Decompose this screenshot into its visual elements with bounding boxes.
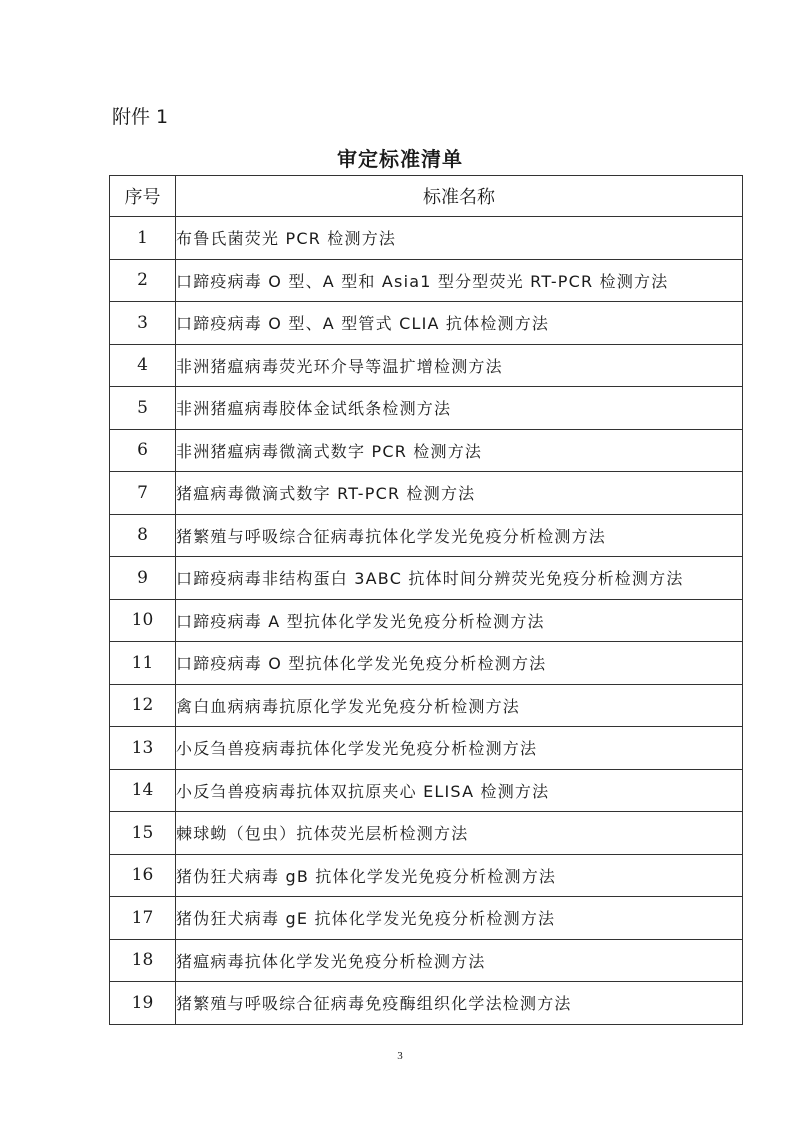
table-row (110, 854, 743, 897)
table-row (110, 302, 743, 345)
table-row (110, 217, 743, 260)
standard-name: 非洲猪瘟病毒胶体金试纸条检测方法 (176, 387, 743, 430)
row-number: 5 (110, 387, 176, 430)
table-row (110, 259, 743, 302)
table-row (110, 514, 743, 557)
row-number: 18 (110, 939, 176, 982)
table-row (110, 387, 743, 430)
row-number: 3 (110, 302, 176, 345)
row-number: 12 (110, 684, 176, 727)
row-number: 17 (110, 897, 176, 940)
table-row (110, 939, 743, 982)
row-number: 6 (110, 429, 176, 472)
table-row (110, 897, 743, 940)
row-number: 16 (110, 854, 176, 897)
row-number: 2 (110, 259, 176, 302)
table-row (110, 472, 743, 515)
standard-name: 口蹄疫病毒非结构蛋白 3ABC 抗体时间分辨荧光免疫分析检测方法 (176, 557, 743, 600)
row-number: 4 (110, 344, 176, 387)
column-header-name: 标准名称 (176, 176, 743, 217)
row-number: 7 (110, 472, 176, 515)
row-number: 8 (110, 514, 176, 557)
table-row (110, 727, 743, 770)
standard-name: 口蹄疫病毒 A 型抗体化学发光免疫分析检测方法 (176, 599, 743, 642)
table-header-row (110, 176, 743, 217)
standard-name: 非洲猪瘟病毒微滴式数字 PCR 检测方法 (176, 429, 743, 472)
attachment-label: 附件 1 (112, 106, 169, 128)
column-header-number: 序号 (110, 176, 176, 217)
standard-name: 猪瘟病毒抗体化学发光免疫分析检测方法 (176, 939, 743, 982)
standard-name: 布鲁氏菌荧光 PCR 检测方法 (176, 217, 743, 260)
standard-name: 猪繁殖与呼吸综合征病毒抗体化学发光免疫分析检测方法 (176, 514, 743, 557)
table-row (110, 684, 743, 727)
standards-table (109, 175, 743, 1025)
table-row (110, 429, 743, 472)
standard-name: 非洲猪瘟病毒荧光环介导等温扩增检测方法 (176, 344, 743, 387)
standard-name: 口蹄疫病毒 O 型、A 型管式 CLIA 抗体检测方法 (176, 302, 743, 345)
standard-name: 小反刍兽疫病毒抗体双抗原夹心 ELISA 检测方法 (176, 769, 743, 812)
table-row (110, 599, 743, 642)
standard-name: 猪伪狂犬病毒 gE 抗体化学发光免疫分析检测方法 (176, 897, 743, 940)
table-row (110, 344, 743, 387)
standard-name: 猪繁殖与呼吸综合征病毒免疫酶组织化学法检测方法 (176, 982, 743, 1025)
row-number: 13 (110, 727, 176, 770)
row-number: 19 (110, 982, 176, 1025)
row-number: 10 (110, 599, 176, 642)
standard-name: 口蹄疫病毒 O 型抗体化学发光免疫分析检测方法 (176, 642, 743, 685)
table-row (110, 769, 743, 812)
standard-name: 禽白血病病毒抗原化学发光免疫分析检测方法 (176, 684, 743, 727)
standard-name: 口蹄疫病毒 O 型、A 型和 Asia1 型分型荧光 RT-PCR 检测方法 (176, 259, 743, 302)
row-number: 9 (110, 557, 176, 600)
row-number: 15 (110, 812, 176, 855)
standard-name: 猪伪狂犬病毒 gB 抗体化学发光免疫分析检测方法 (176, 854, 743, 897)
document-title: 审定标准清单 (337, 147, 463, 171)
table-row (110, 812, 743, 855)
row-number: 14 (110, 769, 176, 812)
table-row (110, 982, 743, 1025)
standard-name: 猪瘟病毒微滴式数字 RT-PCR 检测方法 (176, 472, 743, 515)
row-number: 11 (110, 642, 176, 685)
table-row (110, 557, 743, 600)
page-number: 3 (397, 1050, 403, 1062)
standard-name: 小反刍兽疫病毒抗体化学发光免疫分析检测方法 (176, 727, 743, 770)
row-number: 1 (110, 217, 176, 260)
standard-name: 棘球蚴（包虫）抗体荧光层析检测方法 (176, 812, 743, 855)
table-row (110, 642, 743, 685)
